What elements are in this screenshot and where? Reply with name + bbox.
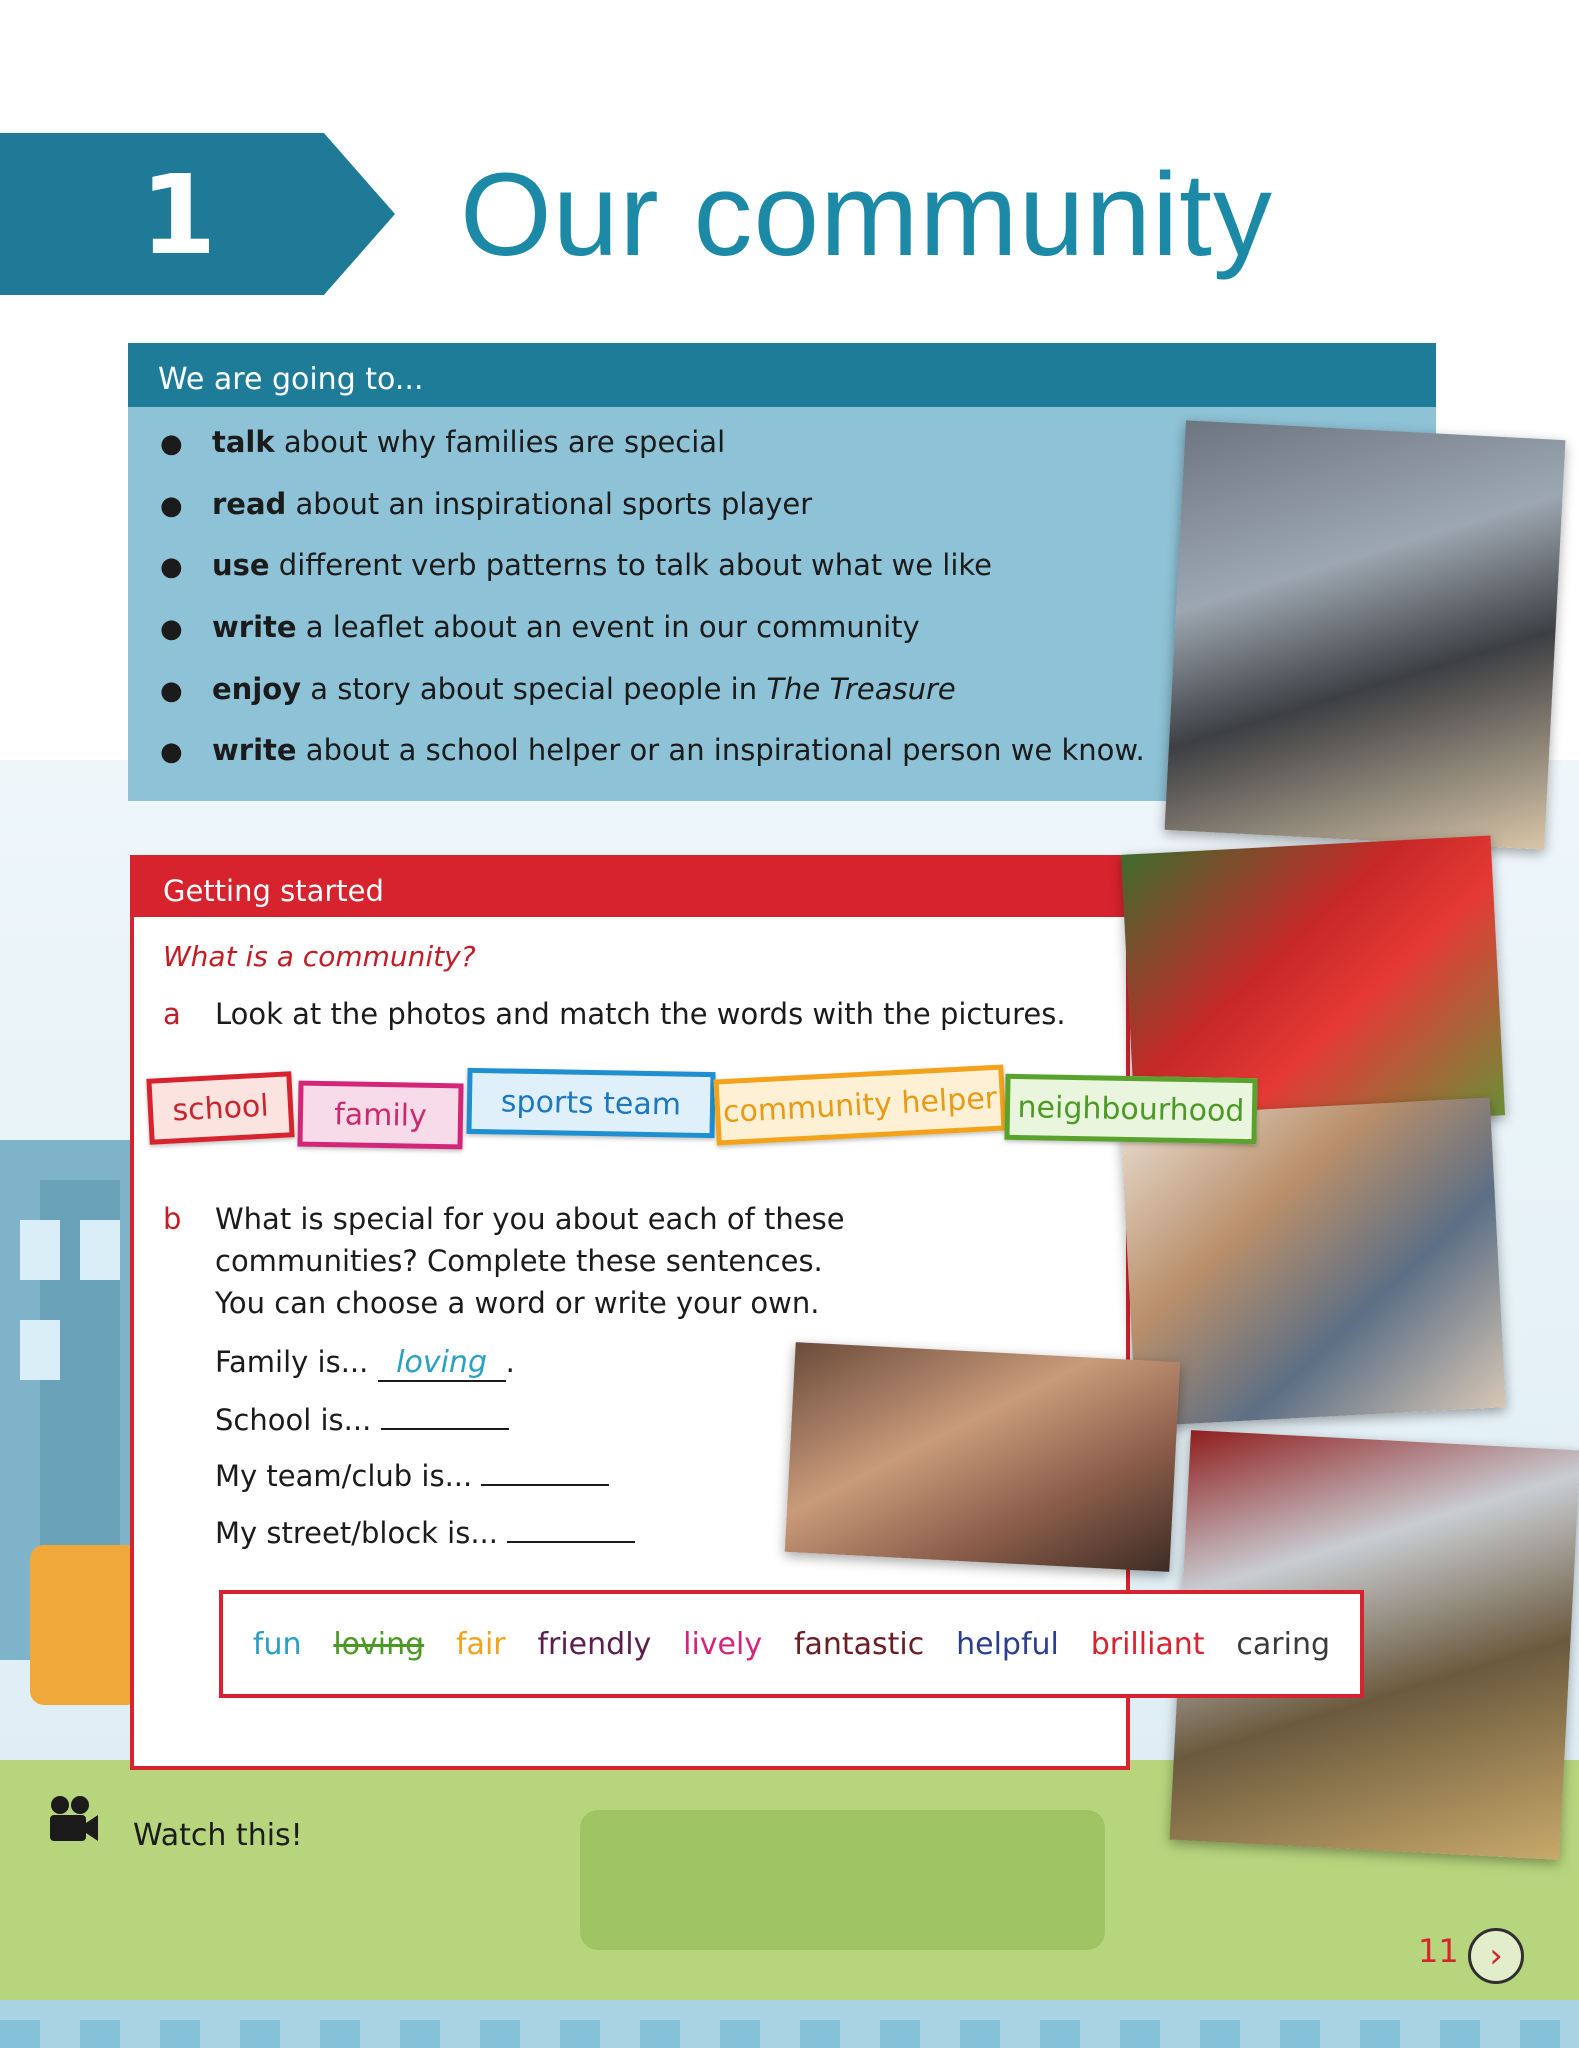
goal-item — [160, 425, 725, 459]
background-waves — [0, 2020, 1579, 2048]
sentence-stem: My street/block is... — [215, 1516, 498, 1550]
goal-item — [160, 487, 812, 521]
goal-verb: use — [212, 548, 270, 582]
goal-verb: talk — [212, 425, 275, 459]
word-card-community-helper[interactable]: community helper — [713, 1064, 1006, 1145]
word-bank-item[interactable]: lively — [683, 1626, 763, 1662]
goal-text: about why families are special — [274, 425, 726, 459]
word-card-neighbourhood[interactable]: neighbourhood — [1004, 1074, 1257, 1144]
sentence-street — [215, 1515, 635, 1550]
goal-item — [160, 672, 956, 706]
part-a-instruction: Look at the photos and match the words with the pictures. — [215, 997, 1066, 1031]
goal-text: different verb patterns to talk about what we like — [269, 548, 993, 582]
book-title: The Treasure — [766, 672, 956, 706]
sentence-stem: Family is... — [215, 1345, 369, 1379]
goal-verb: write — [212, 610, 297, 644]
sentence-team — [215, 1458, 609, 1493]
part-b-letter: b — [163, 1202, 182, 1236]
background-window — [80, 1220, 120, 1280]
sentence-stem: My team/club is... — [215, 1459, 473, 1493]
getting-started-heading: Getting started — [163, 874, 384, 908]
answer-field-team[interactable] — [481, 1458, 609, 1486]
bullet-icon: ● — [160, 491, 183, 521]
goals-heading: We are going to... — [158, 362, 424, 397]
word-card-sports-team[interactable]: sports team — [466, 1068, 715, 1138]
chevron-right-icon[interactable]: › — [1468, 1928, 1524, 1984]
bullet-icon: ● — [160, 676, 183, 706]
word-bank-item[interactable]: helpful — [956, 1626, 1059, 1662]
photo-neighbourhood-party — [1165, 420, 1566, 849]
goal-text: about an inspirational sports player — [286, 487, 813, 521]
bullet-icon: ● — [160, 614, 183, 644]
word-bank-item[interactable]: caring — [1236, 1626, 1331, 1662]
background-window — [20, 1320, 60, 1380]
word-bank-item[interactable]: loving — [333, 1626, 425, 1662]
part-b-instruction: What is special for you about each of these — [215, 1202, 845, 1236]
sentence-stem: School is... — [215, 1403, 372, 1437]
section-question: What is a community? — [163, 940, 476, 973]
bullet-icon: ● — [160, 552, 183, 582]
part-a-letter: a — [163, 997, 181, 1031]
watch-this-label[interactable]: Watch this! — [133, 1818, 303, 1853]
unit-number: 1 — [140, 151, 217, 279]
word-bank-item[interactable]: fair — [456, 1626, 506, 1662]
word-bank-item[interactable]: fantastic — [793, 1626, 925, 1662]
goal-item — [160, 548, 992, 582]
goal-text: a leaflet about an event in our community — [296, 610, 920, 644]
word-bank — [219, 1590, 1364, 1698]
background-window — [20, 1220, 60, 1280]
bullet-icon: ● — [160, 737, 183, 767]
part-b-instruction: You can choose a word or write your own. — [215, 1286, 820, 1320]
answer-field-family[interactable]: loving — [378, 1345, 506, 1382]
part-b-instruction: communities? Complete these sentences. — [215, 1244, 823, 1278]
background-bus — [30, 1545, 140, 1705]
page-number: 11 — [1418, 1932, 1459, 1970]
word-bank-item[interactable]: fun — [252, 1626, 302, 1662]
word-bank-item[interactable]: friendly — [537, 1626, 652, 1662]
answer-field-school[interactable] — [381, 1402, 509, 1430]
page-title: Our community — [460, 149, 1273, 281]
goal-text: about a school helper or an inspirational person we know. — [296, 733, 1145, 767]
goal-item — [160, 610, 920, 644]
background-playground — [580, 1810, 1105, 1950]
video-camera-icon[interactable] — [48, 1795, 100, 1845]
photo-family-group — [785, 1342, 1180, 1572]
goal-verb: write — [212, 733, 297, 767]
goal-text: a story about special people in — [301, 672, 767, 706]
sentence-end: . — [505, 1345, 515, 1379]
word-bank-item[interactable]: brilliant — [1090, 1626, 1205, 1662]
sentence-family — [215, 1345, 515, 1382]
goal-item — [160, 733, 1145, 767]
goal-verb: enjoy — [212, 672, 302, 706]
goal-verb: read — [212, 487, 287, 521]
sentence-school — [215, 1402, 509, 1437]
word-card-school[interactable]: school — [146, 1071, 294, 1144]
bullet-icon: ● — [160, 429, 183, 459]
answer-field-street[interactable] — [507, 1515, 635, 1543]
word-card-family[interactable]: family — [297, 1081, 463, 1150]
